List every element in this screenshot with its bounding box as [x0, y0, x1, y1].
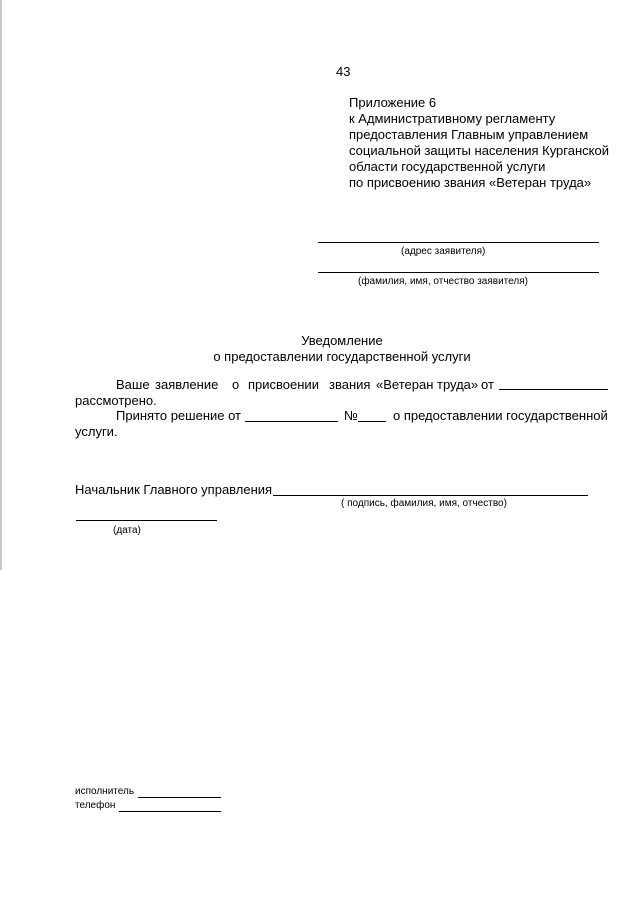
appendix-header	[349, 95, 609, 191]
p1-word: заявление	[155, 377, 219, 392]
phone-blank-line	[119, 811, 221, 812]
page-edge	[0, 0, 2, 570]
phone-label: телефон	[75, 800, 116, 811]
p2-service-text: о предоставлении государственной	[393, 408, 608, 423]
executor-blank-line	[138, 797, 221, 798]
decision-date-blank	[245, 421, 338, 422]
notice-title	[150, 333, 534, 365]
decision-number-blank	[358, 421, 386, 422]
appendix-line: области государственной услуги	[349, 159, 546, 174]
p2-number-sign: №	[344, 408, 358, 423]
executor-label: исполнитель	[75, 786, 135, 797]
appendix-line: предоставления Главным управлением	[349, 127, 589, 142]
name-caption: (фамилия, имя, отчество заявителя)	[358, 276, 528, 287]
signature-caption: ( подпись, фамилия, имя, отчество)	[341, 498, 507, 509]
p1-word: «Ветеран труда»	[376, 377, 479, 392]
p2-line2: услуги.	[75, 424, 118, 439]
notice-title-line: Уведомление	[301, 333, 383, 348]
name-blank-line	[318, 272, 599, 273]
address-caption: (адрес заявителя)	[401, 246, 486, 257]
appendix-line: Приложение 6	[349, 95, 437, 110]
p1-word: звания	[329, 377, 371, 392]
date-caption: (дата)	[113, 525, 141, 536]
application-date-blank	[499, 389, 608, 390]
date-blank-line	[76, 520, 217, 521]
signature-label: Начальник Главного управления	[75, 482, 273, 497]
appendix-line: социальной защиты населения Курганской	[349, 143, 609, 158]
address-blank-line	[318, 242, 599, 243]
p1-word: о	[232, 377, 240, 392]
page-number: 43	[336, 64, 351, 79]
notice-title-line: о предоставлении государственной услуги	[213, 349, 471, 364]
p2-decision-text: Принято решение от	[116, 408, 242, 423]
appendix-line: по присвоению звания «Ветеран труда»	[349, 175, 592, 190]
p1-word: от	[481, 377, 494, 392]
p1-line2: рассмотрено.	[75, 393, 157, 408]
signature-blank-line	[273, 495, 588, 496]
p1-word: присвоении	[248, 377, 319, 392]
appendix-line: к Административному регламенту	[349, 111, 556, 126]
p1-word: Ваше	[116, 377, 150, 392]
